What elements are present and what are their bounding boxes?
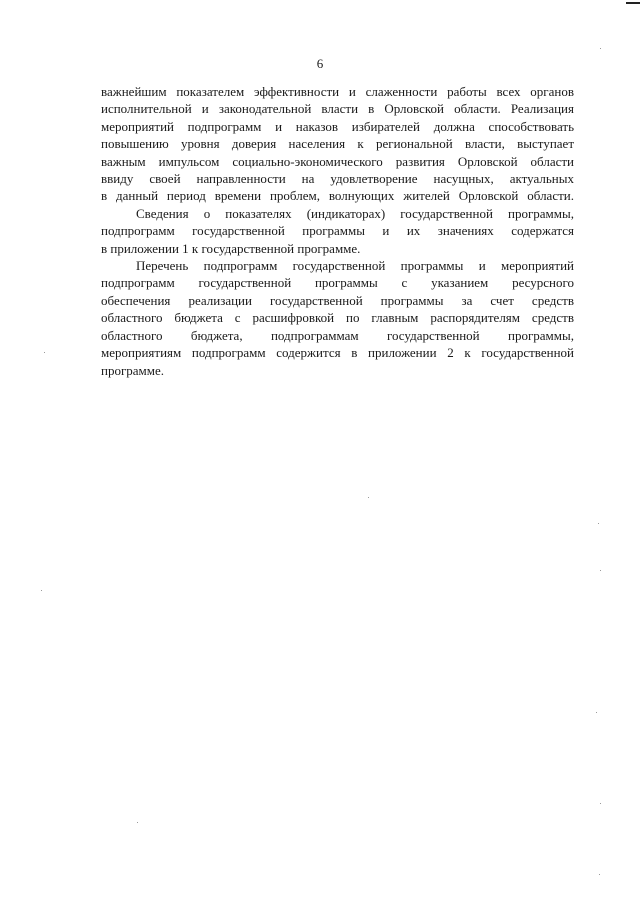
text-line: областного бюджета, подпрограммам государственной программы, xyxy=(101,327,574,343)
scan-speck xyxy=(41,590,42,591)
scan-speck xyxy=(600,570,601,571)
paragraph-2 xyxy=(101,205,574,257)
text-line: программе. xyxy=(101,362,165,378)
page-number: 6 xyxy=(316,56,324,71)
text-line: исполнительной и законодательной власти в Орловской области. Реализация xyxy=(101,101,574,117)
text-line: подпрограмм государственной программы и их значениях содержатся xyxy=(101,223,574,239)
text-line: мероприятиям подпрограмм содержится в приложении 2 к государственной xyxy=(101,345,574,361)
text-line: повышению уровня доверия населения к региональной власти, выступает xyxy=(101,136,574,152)
text-line: Перечень подпрограмм государственной программы и мероприятий xyxy=(136,258,574,274)
text-line: Сведения о показателях (индикаторах) государственной программы, xyxy=(136,205,574,221)
paragraph-1 xyxy=(101,83,574,205)
scan-speck xyxy=(596,712,597,713)
document-body xyxy=(101,83,574,379)
scan-speck xyxy=(599,874,600,875)
text-line: ввиду своей направленности на удовлетворение насущных, актуальных xyxy=(101,171,574,187)
text-line: в данный период времени проблем, волнующих жителей Орловской области. xyxy=(101,188,574,204)
text-line: в приложении 1 к государственной программе. xyxy=(101,240,361,256)
text-line: важным импульсом социально-экономического развития Орловской области xyxy=(101,153,574,169)
text-line: мероприятий подпрограмм и наказов избирателей должна способствовать xyxy=(101,118,574,134)
paragraph-3 xyxy=(101,257,574,379)
scan-speck xyxy=(44,352,45,353)
scan-speck xyxy=(600,803,601,804)
scan-speck xyxy=(137,822,138,823)
scan-speck xyxy=(600,48,601,49)
text-line: важнейшим показателем эффективности и слаженности работы всех органов xyxy=(101,84,574,99)
scan-speck xyxy=(368,497,369,498)
text-line: обеспечения реализации государственной программы за счет средств xyxy=(101,292,574,308)
text-line: областного бюджета с расшифровкой по главным распорядителям средств xyxy=(101,310,574,326)
scan-edge-mark xyxy=(626,2,640,4)
scan-speck xyxy=(598,523,599,524)
text-line: подпрограмм государственной программы с указанием ресурсного xyxy=(101,275,574,291)
